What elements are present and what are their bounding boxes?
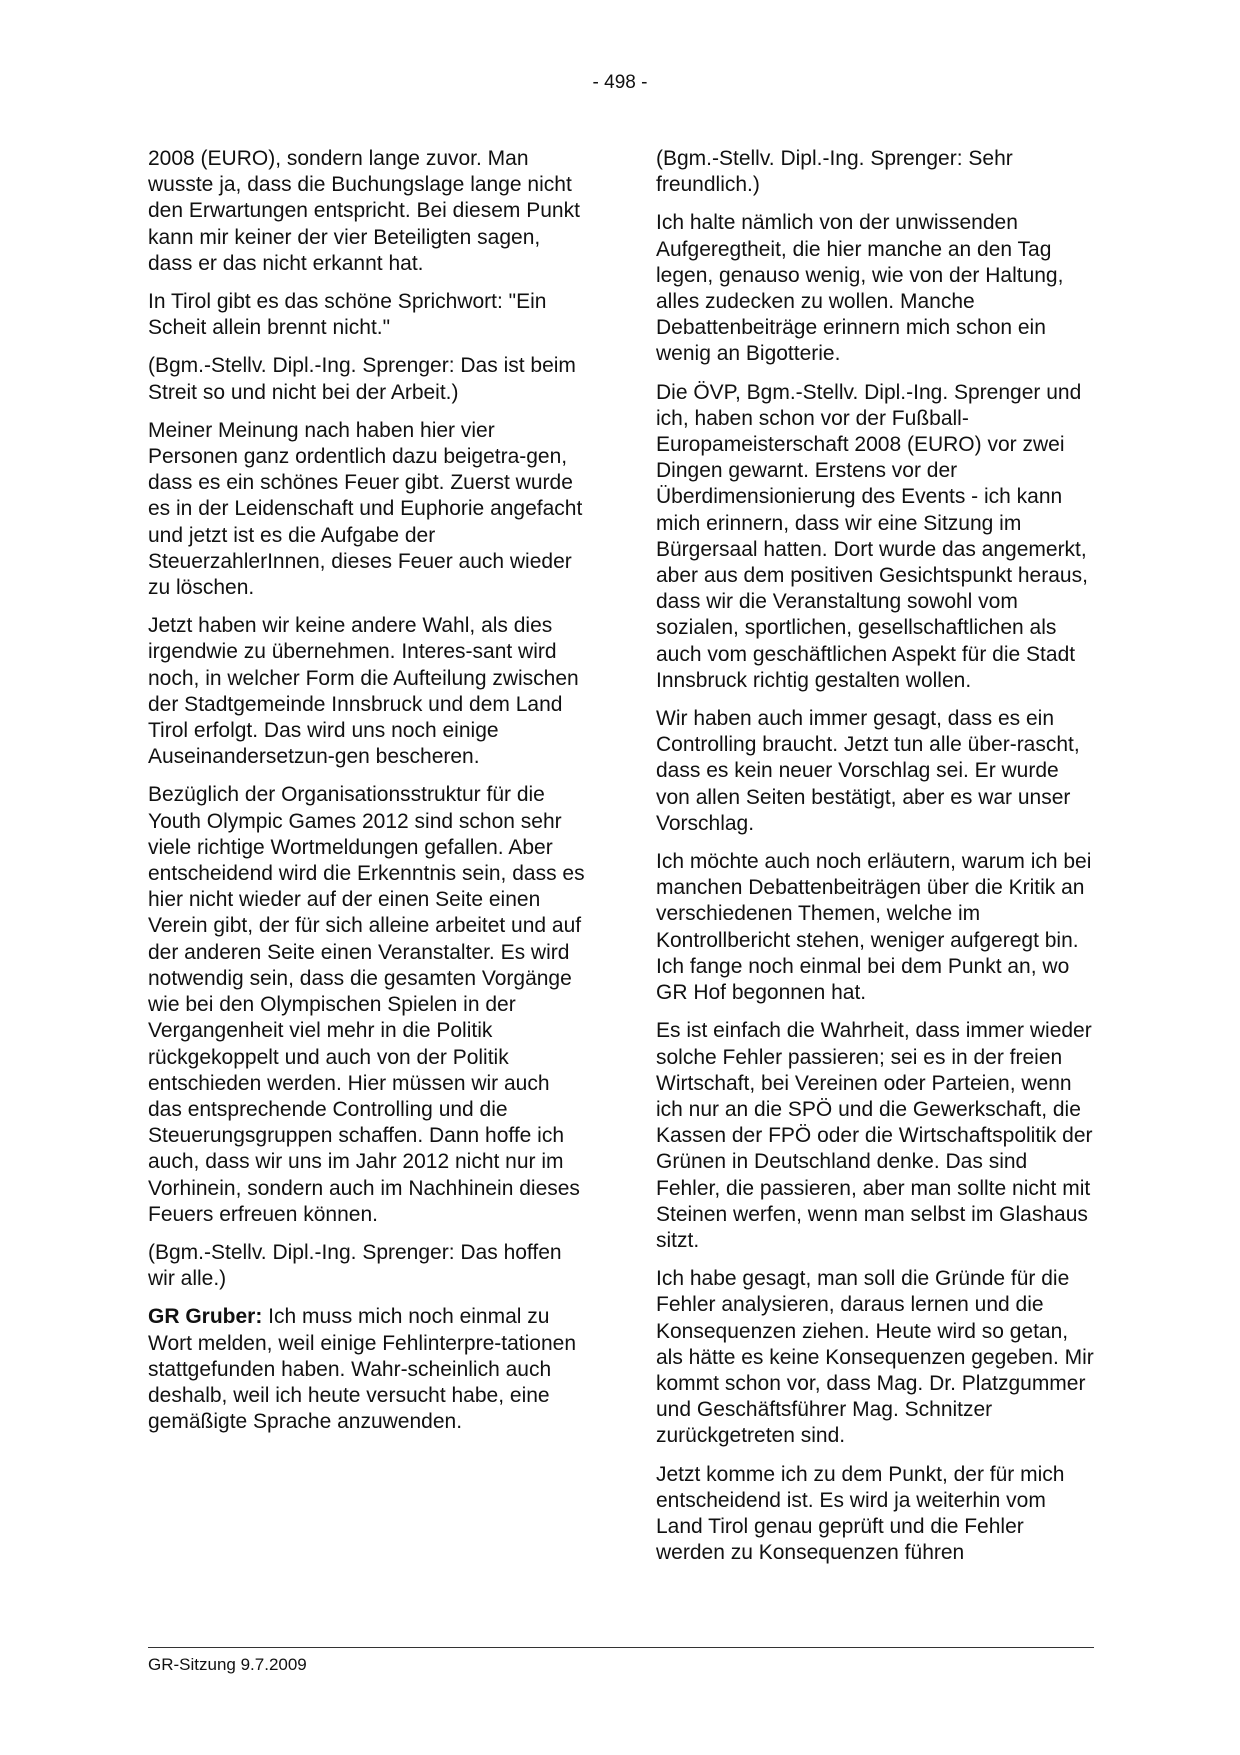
paragraph: Jetzt komme ich zu dem Punkt, der für mich entscheidend ist. Es wird ja weiterhin vom Land Tirol genau geprüft und die Fehler werden zu Konsequenzen führen xyxy=(656,1462,1065,1565)
paragraph: Es ist einfach die Wahrheit, dass immer wieder solche Fehler passieren; sei es in der freien Wirtschaft, bei Vereinen oder Parteien, wenn ich nur an die SPÖ und die Gewerkschaft, die Kassen der FPÖ oder die Wirtschaftspolitik der Grünen in Deutschland denke. Das sind Fehler, die passieren, aber man sollte nicht mit Steinen werfen, wenn man selbst im Glashaus sitzt. xyxy=(656,1019,1093,1252)
page-number: - 498 - xyxy=(592,72,648,93)
paragraph: Wir haben auch immer gesagt, dass es ein Controlling braucht. Jetzt tun alle über-rascht, dass es kein neuer Vorschlag sei. Er wurde von allen Seiten bestätigt, aber es war unser Vorschlag. xyxy=(656,707,1080,835)
speaker-text: Ich muss mich noch einmal zu Wort melden, weil einige Fehlinterpre-tationen stattgefunden haben. Wahr-scheinlich auch deshalb, weil ich heute versucht habe, eine gemäßigte Sprache anzuwenden. xyxy=(148,1305,576,1434)
speaker-name: GR Gruber: xyxy=(148,1305,263,1329)
paragraph: 2008 (EURO), sondern lange zuvor. Man wusste ja, dass die Buchungslage lange nicht den Erwartungen entspricht. Bei diesem Punkt kann mir keiner der vier Beteiligten sagen, dass er das nicht erkannt hat. xyxy=(148,147,580,275)
footer-session-date: GR-Sitzung 9.7.2009 xyxy=(148,1655,307,1674)
left-column xyxy=(148,146,588,1447)
right-column xyxy=(656,146,1096,1578)
paragraph: Jetzt haben wir keine andere Wahl, als dies irgendwie zu übernehmen. Interes-sant wird noch, in welcher Form die Aufteilung zwischen der Stadtgemeinde Innsbruck und dem Land Tirol erfolgt. Das wird uns noch einige Auseinandersetzun-gen bescheren. xyxy=(148,614,579,769)
paragraph: (Bgm.-Stellv. Dipl.-Ing. Sprenger: Das ist beim Streit so und nicht bei der Arbeit.) xyxy=(148,354,576,404)
paragraph: Ich halte nämlich von der unwissenden Aufgeregtheit, die hier manche an den Tag legen, genauso wenig, wie von der Haltung, alles zudecken zu wollen. Manche Debattenbeiträge erinnern mich schon ein wenig an Bigotterie. xyxy=(656,211,1064,366)
footer-divider xyxy=(148,1647,1094,1648)
paragraph: In Tirol gibt es das schöne Sprichwort: "Ein Scheit allein brennt nicht." xyxy=(148,290,547,340)
paragraph: Meiner Meinung nach haben hier vier Personen ganz ordentlich dazu beigetra-gen, dass es ein schönes Feuer gibt. Zuerst wurde es in der Leidenschaft und Euphorie angefacht und jetzt ist es die Aufgabe der SteuerzahlerInnen, dieses Feuer auch wieder zu löschen. xyxy=(148,418,583,600)
paragraph: (Bgm.-Stellv. Dipl.-Ing. Sprenger: Sehr freundlich.) xyxy=(656,147,1013,197)
paragraph: Die ÖVP, Bgm.-Stellv. Dipl.-Ing. Sprenger und ich, haben schon vor der Fußball-Europameisterschaft 2008 (EURO) vor zwei Dingen gewarnt. Erstens vor der Überdimensionierung des Events - ich kann mich erinnern, dass wir eine Sitzung im Bürgersaal hatten. Dort wurde das angemerkt, aber aus dem positiven Gesichtspunkt heraus, dass wir die Veranstaltung sowohl vom sozialen, sportlichen, gesellschaftlichen als auch vom geschäftlichen Aspekt für die Stadt Innsbruck richtig gestalten wollen. xyxy=(656,380,1088,692)
speaker-paragraph xyxy=(148,1304,588,1435)
paragraph: Ich habe gesagt, man soll die Gründe für die Fehler analysieren, daraus lernen und die Konsequenzen ziehen. Heute wird so getan, als hätte es keine Konsequenzen gegeben. Mir kommt schon vor, dass Mag. Dr. Platzgummer und Geschäftsführer Mag. Schnitzer zurückgetreten sind. xyxy=(656,1267,1094,1448)
paragraph: Bezüglich der Organisationsstruktur für die Youth Olympic Games 2012 sind schon sehr viele richtige Wortmeldungen gefallen. Aber entscheidend wird die Erkenntnis sein, dass es hier nicht wieder auf der einen Seite einen Verein gibt, der für sich alleine arbeitet und auf der anderen Seite einen Veranstalter. Es wird notwendig sein, dass die gesamten Vorgänge wie bei den Olympischen Spielen in der Vergangenheit viel mehr in die Politik rückgekoppelt und auch von der Politik entschieden werden. Hier müssen wir auch das entsprechende Controlling und die Steuerungsgruppen schaffen. Dann hoffe ich auch, dass wir uns im Jahr 2012 nicht nur im Vorhinein, sondern auch im Nachhinein dieses Feuers erfreuen können. xyxy=(148,783,585,1226)
paragraph: Ich möchte auch noch erläutern, warum ich bei manchen Debattenbeiträgen über die Kritik an verschiedenen Themen, welche im Kontrollbericht stehen, weniger aufgeregt bin. Ich fange noch einmal bei dem Punkt an, wo GR Hof begonnen hat. xyxy=(656,850,1092,1005)
paragraph: (Bgm.-Stellv. Dipl.-Ing. Sprenger: Das hoffen wir alle.) xyxy=(148,1240,562,1291)
